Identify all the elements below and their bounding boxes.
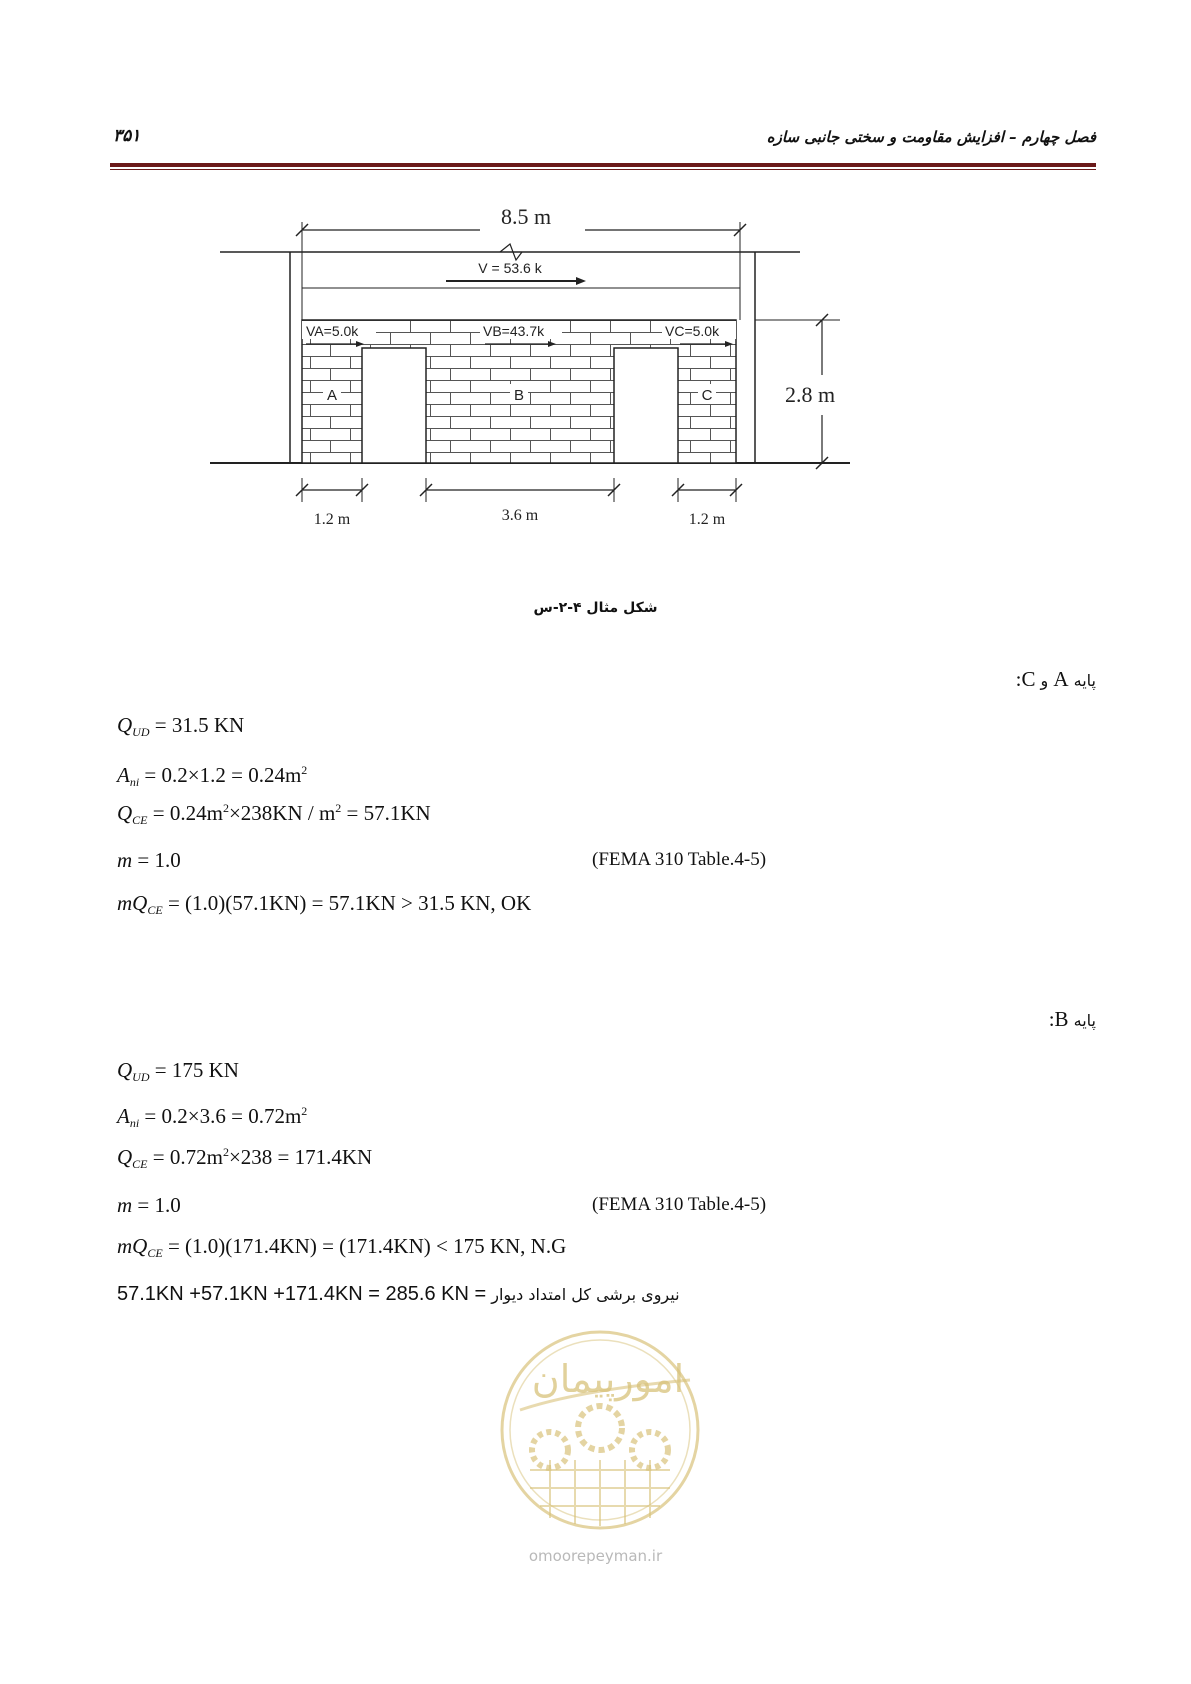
- figure-caption: شکل مثال ۴-۲-س: [533, 600, 658, 616]
- section-heading-b: [1049, 1007, 1096, 1032]
- heading-and: و: [1040, 671, 1049, 690]
- header-rule: [110, 163, 1096, 167]
- pier-b-label: B: [513, 387, 525, 404]
- dimension-pier-a-width: 1.2 m: [313, 511, 351, 528]
- total-shear-label: V = 53.6 k: [478, 260, 542, 276]
- heading-pier-b: B: [1054, 1007, 1069, 1031]
- equation-mqce-ac: $mQ_{CE} = (1.0)(57.1KN) = 57.1KN > 31.5$ KN, OK: [117, 891, 532, 917]
- total-shear-value: = 57.1KN +57.1KN +171.4KN = 285.6 KN: [117, 1283, 487, 1305]
- dimension-total-width: 8.5 m: [500, 204, 552, 229]
- heading-colon: :: [1015, 667, 1022, 691]
- dimension-pier-b-width: 3.6 m: [501, 507, 539, 524]
- opening-left: [362, 348, 426, 463]
- watermark-brand-text: امورپیمان: [531, 1357, 685, 1401]
- equation-qce-ac: $Q_{CE} = 0.24m^2\times 238KN / m^2 = 57.1KN$: [117, 801, 431, 827]
- running-header-title: فصل چهارم – افزایش مقاومت و سختی جانبی سازه: [766, 128, 1096, 146]
- pier-a-shear-label: VA=5.0k: [306, 323, 359, 339]
- wall-pier-figure: [210, 200, 930, 580]
- section-heading-ac: [1016, 667, 1096, 692]
- pier-c-shear-label: VC=5.0k: [665, 323, 720, 339]
- heading-colon: :: [1048, 1007, 1055, 1031]
- dimension-height: 2.8 m: [784, 382, 836, 407]
- pier-b-shear-label: VB=43.7k: [483, 323, 545, 339]
- equation-qud-b: $Q_{UD} = 175$ KN: [117, 1058, 239, 1084]
- heading-prefix: پایه: [1073, 671, 1096, 690]
- opening-right: [614, 348, 678, 463]
- heading-prefix: پایه: [1073, 1011, 1096, 1030]
- pier-a-label: A: [326, 387, 338, 404]
- heading-pier-c: C: [1021, 667, 1036, 691]
- equation-qce-b: $Q_{CE} = 0.72m^2\times 238 = 171.4KN$: [117, 1145, 373, 1171]
- reference-fema-b: (FEMA 310 Table.4-5): [592, 1194, 767, 1215]
- watermark-url: omoorepeyman.ir: [528, 1547, 663, 1565]
- total-shear-line: [117, 1283, 680, 1306]
- equation-ani-b: $A_{ni} = 0.2\times 3.6 = 0.72m^2$: [117, 1104, 308, 1130]
- dimension-pier-c-width: 1.2 m: [688, 511, 726, 528]
- page-number: ۳۵۱: [113, 126, 141, 146]
- header-rule-thin: [110, 169, 1096, 170]
- equation-mqce-b: $mQ_{CE} = (1.0)(171.4KN) = (171.4KN) < 175$ KN, N.G: [117, 1234, 567, 1260]
- pier-c-label: C: [701, 387, 713, 404]
- equation-m-b: m = 1.0: [117, 1193, 181, 1217]
- reference-fema-ac: (FEMA 310 Table.4-5): [592, 849, 767, 870]
- watermark-logo: [490, 1320, 710, 1540]
- equation-qud-ac: $Q_{UD} = 31.5$ KN: [117, 713, 245, 739]
- equation-m-ac: m = 1.0: [117, 848, 181, 872]
- equation-ani-ac: $A_{ni} = 0.2\times 1.2 = 0.24m^2$: [117, 763, 308, 789]
- total-shear-label: نیروی برشی کل امتداد دیوار: [491, 1285, 680, 1304]
- heading-pier-a: A: [1053, 667, 1069, 691]
